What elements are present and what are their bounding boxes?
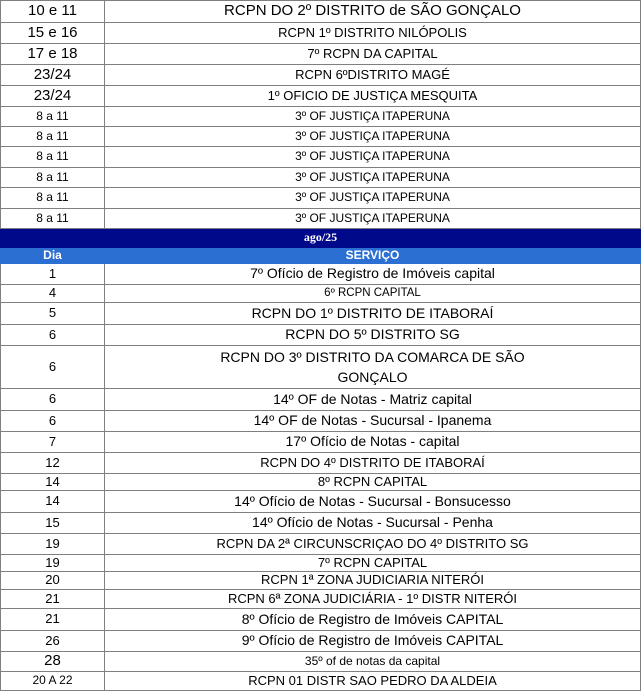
table-row [1,168,641,188]
header-dia: Dia [1,248,105,264]
dia-cell: 8 a 11 [1,168,105,188]
dia-cell: 6 [1,325,105,346]
table-row [1,652,641,672]
dia-cell: 14 [1,491,105,513]
servico-cell: 7º RCPN DA CAPITAL [105,44,641,65]
dia-cell: 4 [1,285,105,303]
dia-cell: 10 e 11 [1,1,105,23]
servico-line: GONÇALO [337,369,408,385]
dia-cell: 7 [1,432,105,453]
servico-cell: 6º RCPN CAPITAL [105,285,641,303]
table-row [1,127,641,147]
dia-cell: 1 [1,264,105,285]
table-row [1,491,641,513]
table-row [1,672,641,691]
dia-cell: 8 a 11 [1,188,105,209]
dia-cell: 17 e 18 [1,44,105,65]
table-row [1,23,641,44]
servico-cell: RCPN DO 1º DISTRITO DE ITABORAÍ [105,303,641,325]
servico-cell: RCPN DA 2ª CIRCUNSCRIÇAO DO 4º DISTRITO SG [105,534,641,555]
table-row [1,65,641,86]
table-row [1,44,641,65]
servico-cell: 3º OF JUSTIÇA ITAPERUNA [105,147,641,168]
table-row [1,572,641,590]
servico-cell: 3º OF JUSTIÇA ITAPERUNA [105,107,641,127]
servico-cell: 8º RCPN CAPITAL [105,474,641,491]
dia-cell: 15 e 16 [1,23,105,44]
dia-cell: 6 [1,346,105,389]
servico-cell: 7º Ofício de Registro de Imóveis capital [105,264,641,285]
table-row [1,346,641,389]
servico-cell: 14º OF de Notas - Sucursal - Ipanema [105,411,641,432]
dia-cell: 26 [1,631,105,652]
table-row [1,474,641,491]
servico-cell: 3º OF JUSTIÇA ITAPERUNA [105,209,641,229]
servico-cell: 14º OF de Notas - Matriz capital [105,389,641,411]
table-row [1,86,641,107]
dia-cell: 6 [1,389,105,411]
dia-cell: 19 [1,534,105,555]
dia-cell: 23/24 [1,65,105,86]
table-row [1,325,641,346]
dia-cell: 5 [1,303,105,325]
table-row [1,209,641,229]
table-row [1,411,641,432]
dia-cell: 8 a 11 [1,107,105,127]
servico-cell: 14º Ofício de Notas - Sucursal - Penha [105,513,641,534]
dia-cell: 15 [1,513,105,534]
table-row [1,453,641,474]
dia-cell: 20 [1,572,105,590]
dia-cell: 20 A 22 [1,672,105,691]
table-row [1,432,641,453]
header-servico: SERVIÇO [105,248,641,264]
table-row [1,609,641,631]
servico-cell: RCPN DO 4º DISTRITO DE ITABORAÍ [105,453,641,474]
table-row [1,555,641,572]
servico-cell: 3º OF JUSTIÇA ITAPERUNA [105,127,641,147]
dia-cell: 8 a 11 [1,209,105,229]
dia-cell: 12 [1,453,105,474]
servico-cell: 3º OF JUSTIÇA ITAPERUNA [105,188,641,209]
dia-cell: 6 [1,411,105,432]
table-row [1,590,641,609]
table-row [1,389,641,411]
servico-cell: RCPN 6ºDISTRITO MAGÉ [105,65,641,86]
servico-cell: 35º of de notas da capital [105,652,641,672]
table-row [1,303,641,325]
servico-line: RCPN DO 3º DISTRITO DA COMARCA DE SÃO [220,349,525,365]
table-row [1,107,641,127]
servico-cell: 9º Ofício de Registro de Imóveis CAPITAL [105,631,641,652]
dia-cell: 8 a 11 [1,127,105,147]
dia-cell: 21 [1,590,105,609]
table-row [1,188,641,209]
month-label: ago/25 [1,229,641,248]
dia-cell: 8 a 11 [1,147,105,168]
servico-cell: 8º Ofício de Registro de Imóveis CAPITAL [105,609,641,631]
table-row [1,534,641,555]
table-row [1,264,641,285]
servico-cell: RCPN 6ª ZONA JUDICIÁRIA - 1º DISTR NITERÓI [105,590,641,609]
dia-cell: 21 [1,609,105,631]
table-row [1,285,641,303]
servico-cell: RCPN 1ª ZONA JUDICIARIA NITERÓI [105,572,641,590]
servico-cell: RCPN DO 5º DISTRITO SG [105,325,641,346]
servico-cell: 14º Ofício de Notas - Sucursal - Bonsucesso [105,491,641,513]
servico-cell [105,346,641,389]
servico-cell: RCPN 01 DISTR SAO PEDRO DA ALDEIA [105,672,641,691]
table-row [1,147,641,168]
servico-cell: RCPN 1º DISTRITO NILÓPOLIS [105,23,641,44]
table-header [1,248,641,264]
servico-cell: RCPN DO 2º DISTRITO de SÃO GONÇALO [105,1,641,23]
servico-cell: 3º OF JUSTIÇA ITAPERUNA [105,168,641,188]
dia-cell: 14 [1,474,105,491]
dia-cell: 28 [1,652,105,672]
dia-cell: 19 [1,555,105,572]
table-row [1,513,641,534]
servico-cell: 7º RCPN CAPITAL [105,555,641,572]
servico-cell: 1º OFICIO DE JUSTIÇA MESQUITA [105,86,641,107]
dia-cell: 23/24 [1,86,105,107]
month-banner [1,229,641,248]
table-row [1,1,641,23]
table-row [1,631,641,652]
servico-cell: 17º Ofício de Notas - capital [105,432,641,453]
